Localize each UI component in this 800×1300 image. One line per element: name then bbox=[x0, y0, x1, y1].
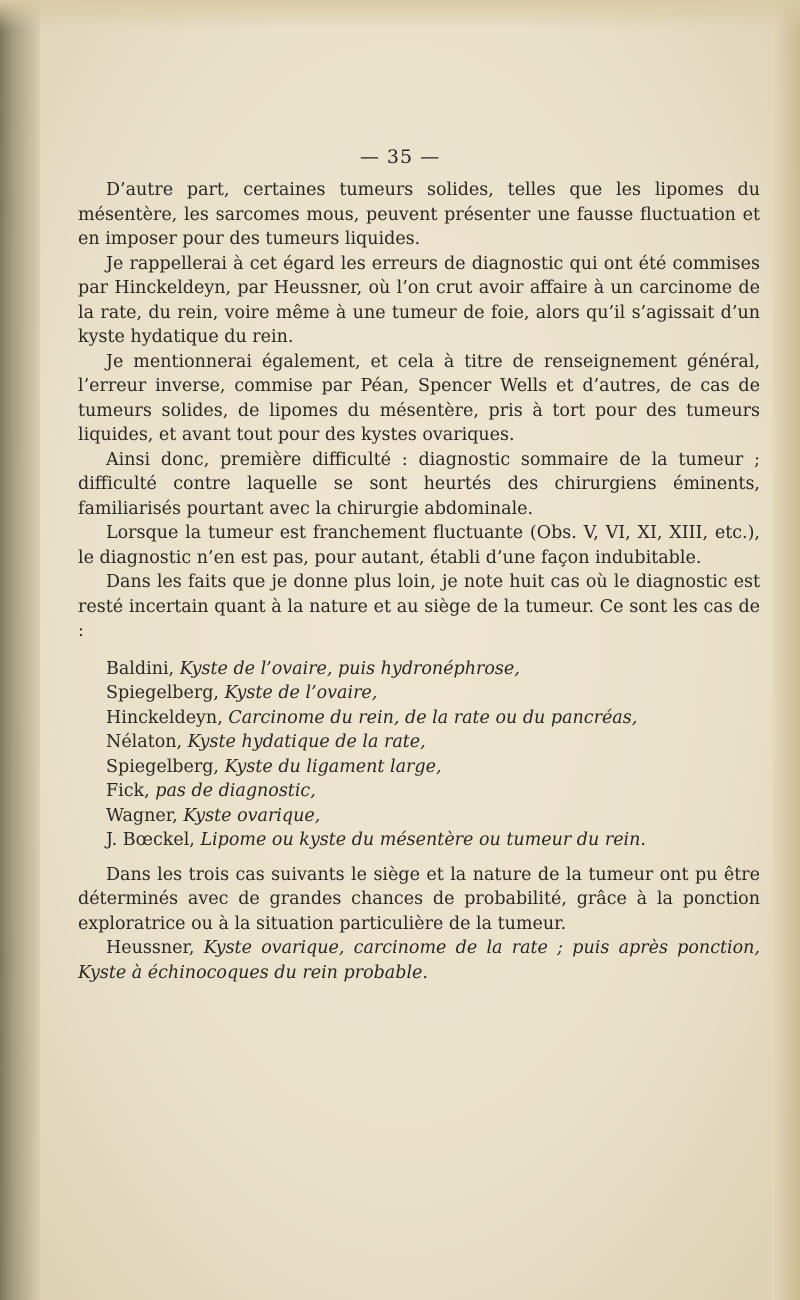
list-item bbox=[78, 681, 760, 706]
page-body bbox=[78, 178, 760, 985]
paragraph-5: Lorsque la tumeur est franchement fluctuante (Obs. V, VI, XI, XIII, etc.), le diagnostic n’en est pas, pour autant, établi d’une façon indubitable. bbox=[78, 523, 760, 568]
case-author: Spiegelberg, bbox=[106, 683, 225, 703]
case-author: Hinckeldeyn, bbox=[106, 707, 229, 728]
case-diagnosis: Kyste du ligament large, bbox=[224, 756, 442, 777]
case-author: Baldini, bbox=[106, 658, 180, 679]
list-item bbox=[78, 706, 760, 731]
case-author: Fick, bbox=[106, 781, 156, 801]
case-author: Wagner, bbox=[106, 805, 184, 826]
paragraph-1: D’autre part, certaines tumeurs solides, telles que les lipomes du mésentère, les sarcomes mous, peuvent présenter une fausse fluctuation et en imposer pour des tumeurs liquides. bbox=[78, 180, 760, 249]
case-author: Spiegelberg, bbox=[106, 756, 225, 777]
case-list bbox=[78, 657, 760, 853]
page-number: — 35 — bbox=[359, 146, 441, 168]
list-item bbox=[78, 755, 760, 780]
paragraph-3: Je mentionnerai également, et cela à titre de renseignement général, l’erreur inverse, commise par Péan, Spencer Wells et d’autres, de cas de tumeurs solides, de lipomes du mésentère, pris à tort pour des tumeurs liquides, et avant tout pour des kystes ovariques. bbox=[78, 351, 760, 445]
binding-shadow bbox=[0, 0, 40, 1300]
case-diagnosis: Kyste de l’ovaire, bbox=[224, 683, 378, 703]
page-top-edge bbox=[0, 0, 800, 30]
list-item bbox=[78, 657, 760, 682]
case-diagnosis: Kyste ovarique, carcinome de la rate ; puis après ponction, Kyste à échinocoques du rein probable. bbox=[78, 938, 760, 983]
case-author: Heussner, bbox=[106, 938, 204, 958]
paragraph-4: Ainsi donc, première difficulté : diagnostic sommaire de la tumeur ; difficulté contre laquelle se sont heurtés des chirurgiens éminents, familiarisés pourtant avec la chirurgie abdominale. bbox=[78, 449, 760, 519]
case-diagnosis: pas de diagnostic, bbox=[155, 781, 316, 801]
page-edge bbox=[772, 0, 800, 1300]
paragraph-2: Je rappellerai à cet égard les erreurs de diagnostic qui ont été commises par Hinckeldeyn, par Heussner, où l’on crut avoir affaire à un carcinome de la rate, du rein, voire même à une tumeur de foie, alors qu’il s’agissait d’un kyste hydatique du rein. bbox=[78, 253, 760, 347]
case-diagnosis: Carcinome du rein, de la rate ou du pancréas, bbox=[228, 707, 638, 728]
case-diagnosis: Lipome ou kyste du mésentère ou tumeur du rein. bbox=[200, 830, 646, 850]
list-item bbox=[78, 804, 760, 829]
case-diagnosis: Kyste de l’ovaire, puis hydronéphrose, bbox=[179, 658, 520, 679]
case-diagnosis: Kyste hydatique de la rate, bbox=[187, 732, 426, 752]
list-item bbox=[78, 779, 760, 804]
paragraph-last bbox=[78, 936, 760, 985]
list-item bbox=[78, 828, 760, 853]
list-item bbox=[78, 730, 760, 755]
paragraph-6: Dans les faits que je donne plus loin, je note huit cas où le diagnostic est resté incertain quant à la nature et au siège de la tumeur. Ce sont les cas de : bbox=[78, 572, 760, 641]
case-author: Nélaton, bbox=[106, 732, 188, 752]
case-author: J. Bœckel, bbox=[106, 830, 201, 850]
case-diagnosis: Kyste ovarique, bbox=[183, 805, 321, 826]
paragraph-after-list: Dans les trois cas suivants le siège et la nature de la tumeur ont pu être déterminés avec de grandes chances de probabilité, grâce à la ponction exploratrice ou à la situation particulière de la tumeur. bbox=[78, 864, 760, 934]
